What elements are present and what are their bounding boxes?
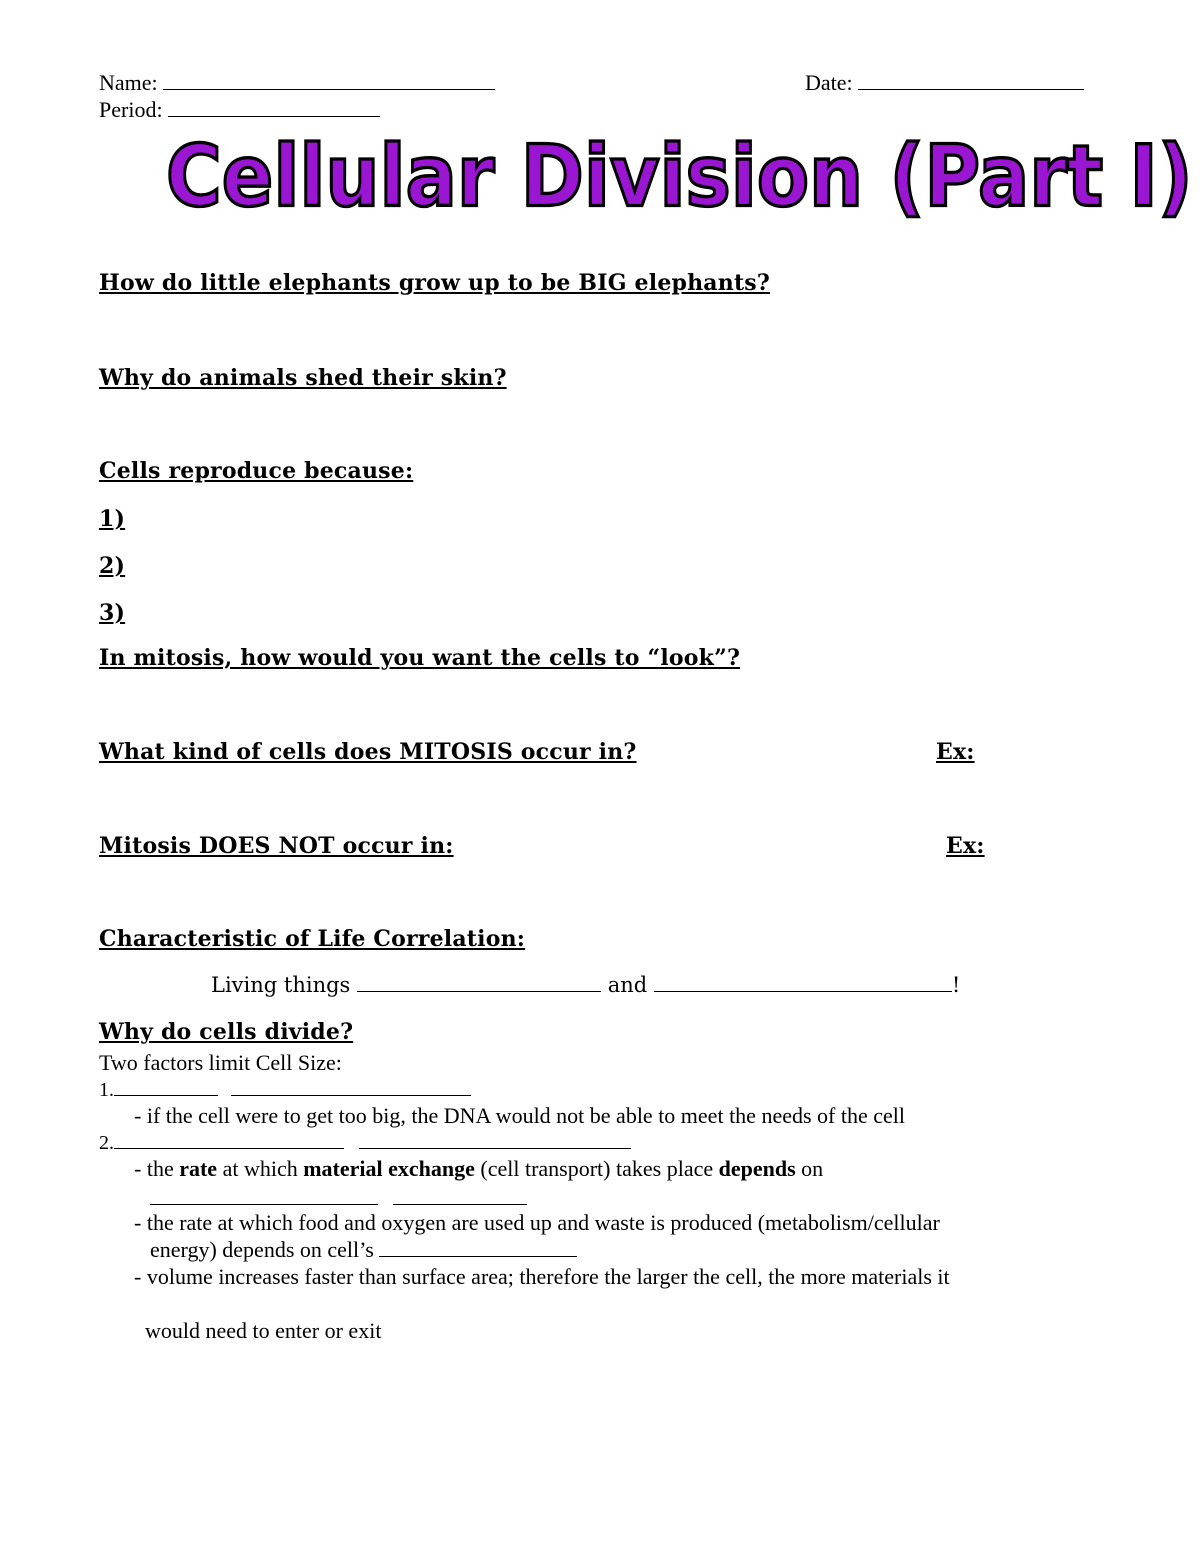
living-and: and [607, 973, 648, 997]
period-label: Period: [99, 97, 163, 122]
factor-1-blank-b[interactable] [231, 1094, 471, 1096]
factor-2-line [99, 1132, 631, 1155]
bullet-1-material-exchange: material exchange [303, 1156, 475, 1181]
question-elephants: How do little elephants grow up to be BIG elephants? [99, 270, 770, 296]
bullet-2-text: energy) depends on cell’s [150, 1237, 374, 1262]
date-field [805, 70, 1084, 96]
living-blank-2[interactable] [654, 990, 952, 992]
question-mitosis-not: Mitosis DOES NOT occur in: [99, 833, 454, 859]
factor-1-note: - if the cell were to get too big, the DNA would not be able to meet the needs of the cell [134, 1103, 905, 1128]
reason-item-3: 3) [99, 600, 126, 626]
factor-2-bullet-1 [134, 1156, 823, 1182]
question-mitosis-cells: What kind of cells does MITOSIS occur in? [99, 739, 637, 765]
factor-2-blank-a[interactable] [114, 1147, 344, 1149]
factor-1-blank-a[interactable] [114, 1094, 218, 1096]
bullet-1-depends: depends [718, 1156, 796, 1181]
date-label: Date: [805, 70, 853, 95]
bullet-1-text-d: on [795, 1156, 824, 1181]
period-blank[interactable] [168, 115, 380, 117]
date-blank[interactable] [858, 88, 1084, 90]
bullet-2-blank[interactable] [379, 1255, 577, 1257]
factor-2-blank-b[interactable] [359, 1147, 631, 1149]
living-prefix: Living things [211, 973, 351, 997]
living-things-line [211, 973, 960, 997]
factor-1-line [99, 1079, 471, 1102]
factor-2-number: 2. [99, 1132, 114, 1154]
worksheet-title: Cellular Division (Part I) [166, 126, 1193, 226]
factor-2-bullet-3-line-1: - volume increases faster than surface area; therefore the larger the cell, the more materials it [134, 1264, 950, 1289]
name-label: Name: [99, 70, 158, 95]
question-why-divide: Why do cells divide? [99, 1019, 354, 1045]
mitosis-example-label: Ex: [936, 739, 975, 765]
name-field [99, 70, 495, 96]
question-cells-reproduce: Cells reproduce because: [99, 458, 414, 484]
no-mitosis-example-label: Ex: [946, 833, 985, 859]
reason-item-1: 1) [99, 506, 126, 532]
living-blank-1[interactable] [357, 990, 601, 992]
factor-2-bullet-2-line-2 [150, 1237, 577, 1263]
bullet-1-text-b: at which [217, 1156, 304, 1181]
living-end: ! [951, 973, 961, 997]
period-field [99, 97, 380, 123]
reason-item-2: 2) [99, 553, 126, 579]
question-life-correlation: Characteristic of Life Correlation: [99, 926, 526, 952]
factor-1-number: 1. [99, 1079, 114, 1101]
bullet-1-rate: rate [179, 1156, 218, 1181]
factor-2-bullet-3-line-2: would need to enter or exit [145, 1318, 382, 1343]
factor-2-bullet-1-blanks [150, 1190, 527, 1209]
bullet-1-blank-a[interactable] [150, 1203, 378, 1205]
question-mitosis-look: In mitosis, how would you want the cells to “look”? [99, 645, 741, 671]
bullet-1-text-c: (cell transport) takes place [474, 1156, 719, 1181]
factor-2-bullet-2-line-1: - the rate at which food and oxygen are used up and waste is produced (metabolism/cellular [134, 1210, 940, 1235]
bullet-1-blank-b[interactable] [393, 1203, 527, 1205]
name-blank[interactable] [163, 88, 495, 90]
bullet-1-text-a: - the [134, 1156, 180, 1181]
question-shed-skin: Why do animals shed their skin? [99, 365, 507, 391]
factors-intro: Two factors limit Cell Size: [99, 1050, 342, 1075]
